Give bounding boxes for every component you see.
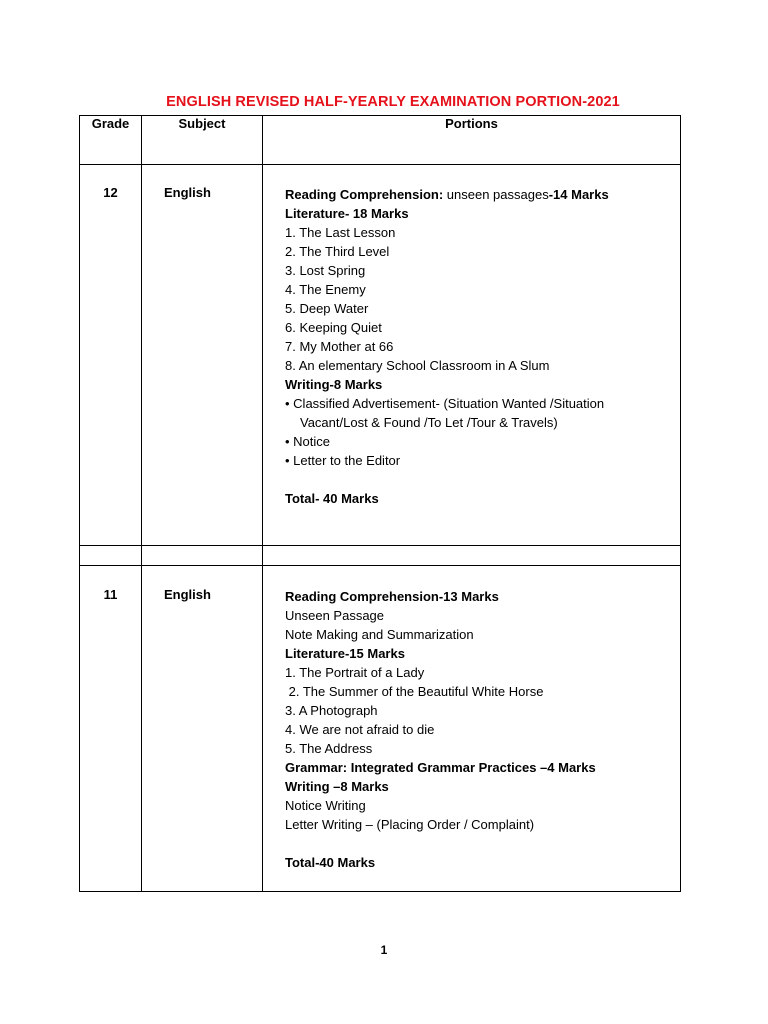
bullet-item-continuation: Vacant/Lost & Found /To Let /Tour & Travels)	[300, 415, 558, 430]
list-item: 5. The Address	[285, 741, 373, 756]
table-row	[80, 566, 681, 892]
list-item: 4. The Enemy	[285, 282, 366, 297]
reading-comprehension-line	[285, 185, 680, 204]
list-item: 8. An elementary School Classroom in A Slum	[285, 358, 550, 373]
list-item: 6. Keeping Quiet	[285, 320, 382, 335]
portions-cell	[263, 165, 681, 546]
list-item: 5. Deep Water	[285, 301, 369, 316]
list-item: 3. A Photograph	[285, 703, 378, 718]
list-item: 4. We are not afraid to die	[285, 722, 435, 737]
empty-cell	[263, 546, 681, 566]
empty-cell	[142, 546, 263, 566]
page-number: 1	[380, 943, 388, 957]
list-item: 3. Lost Spring	[285, 263, 366, 278]
header-subject: Subject	[142, 116, 263, 165]
table-row	[80, 165, 681, 546]
spacer	[285, 834, 680, 853]
list-item: 2. The Third Level	[285, 244, 390, 259]
portions-cell	[263, 566, 681, 892]
empty-row	[80, 546, 681, 566]
document-title: ENGLISH REVISED HALF-YEARLY EXAMINATION PORTION-2021	[166, 94, 620, 110]
grade-cell: 11	[80, 566, 142, 892]
total-marks: Total- 40 Marks	[285, 491, 379, 506]
list-item: Notice Writing	[285, 798, 366, 813]
total-marks: Total-40 Marks	[285, 855, 376, 870]
list-item: Note Making and Summarization	[285, 627, 474, 642]
header-portions: Portions	[263, 116, 681, 165]
subject-cell: English	[142, 165, 263, 546]
list-item: Unseen Passage	[285, 608, 385, 623]
literature-heading: Literature-15 Marks	[285, 646, 405, 661]
bullet-item: • Letter to the Editor	[285, 453, 401, 468]
empty-cell	[80, 546, 142, 566]
header-grade: Grade	[80, 116, 142, 165]
literature-heading: Literature- 18 Marks	[285, 206, 409, 221]
bullet-item: • Classified Advertisement- (Situation Wanted /Situation	[285, 396, 605, 411]
list-item: 1. The Last Lesson	[285, 225, 396, 240]
list-item: Letter Writing – (Placing Order / Complaint)	[285, 817, 535, 832]
portion-table	[79, 115, 681, 892]
spacer	[285, 470, 680, 489]
list-item: 2. The Summer of the Beautiful White Horse	[285, 684, 544, 699]
rc-text: unseen passages	[443, 187, 549, 202]
grade-cell: 12	[80, 165, 142, 546]
grammar-heading: Grammar: Integrated Grammar Practices –4 Marks	[285, 760, 596, 775]
table-header-row	[80, 116, 681, 165]
list-item: 7. My Mother at 66	[285, 339, 394, 354]
reading-comprehension-heading: Reading Comprehension-13 Marks	[285, 589, 499, 604]
rc-label: Reading Comprehension:	[285, 187, 444, 202]
subject-cell: English	[142, 566, 263, 892]
rc-marks: -14 Marks	[548, 187, 609, 202]
writing-heading: Writing-8 Marks	[285, 377, 383, 392]
bullet-item: • Notice	[285, 434, 331, 449]
writing-heading: Writing –8 Marks	[285, 779, 389, 794]
list-item: 1. The Portrait of a Lady	[285, 665, 425, 680]
